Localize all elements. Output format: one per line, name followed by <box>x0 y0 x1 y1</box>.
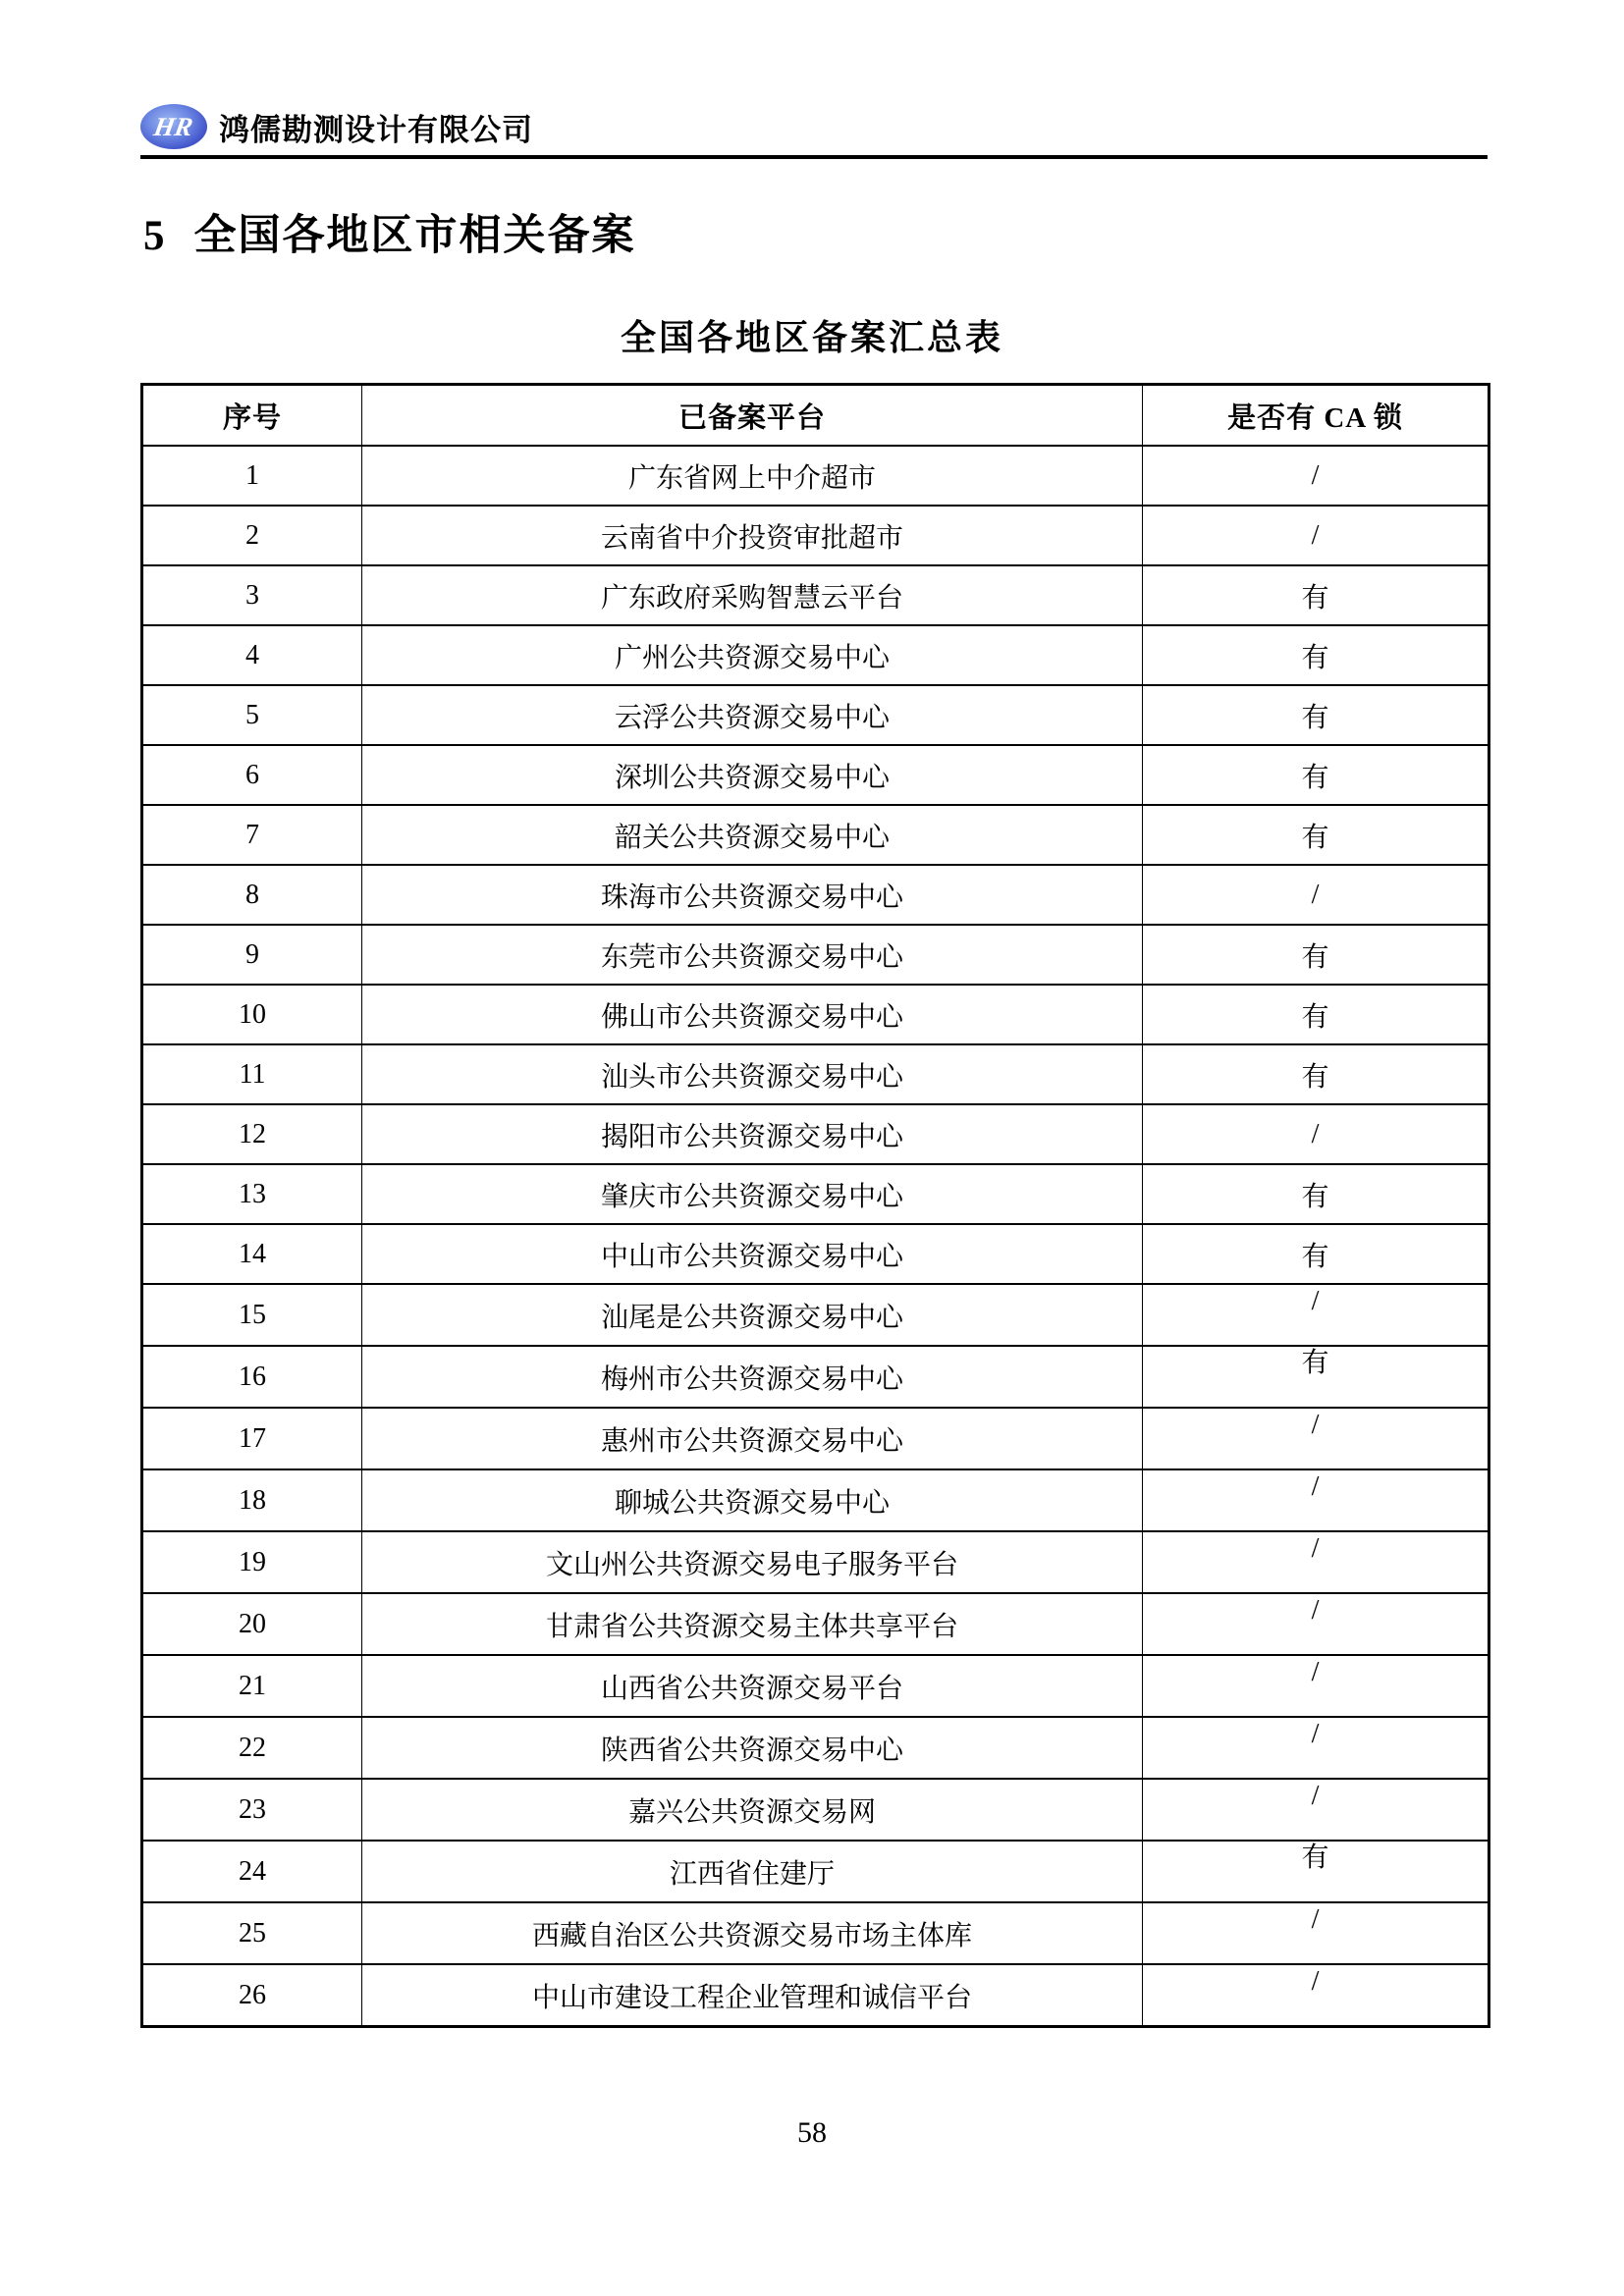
row-number-cell: 7 <box>142 805 362 865</box>
platform-name-cell: 珠海市公共资源交易中心 <box>362 865 1143 925</box>
ca-lock-cell: 有 <box>1143 1841 1489 1902</box>
ca-lock-cell: 有 <box>1143 985 1489 1044</box>
table-row <box>142 506 1489 565</box>
table-row <box>142 1408 1489 1469</box>
ca-lock-cell: / <box>1143 1717 1489 1779</box>
ca-lock-cell: 有 <box>1143 685 1489 745</box>
table-row <box>142 685 1489 745</box>
row-number-cell: 17 <box>142 1408 362 1469</box>
ca-lock-cell: 有 <box>1143 1224 1489 1284</box>
row-number-cell: 11 <box>142 1044 362 1104</box>
ca-lock-cell: / <box>1143 1779 1489 1841</box>
row-number-cell: 1 <box>142 446 362 506</box>
ca-lock-cell: 有 <box>1143 1346 1489 1408</box>
platform-name-cell: 广东省网上中介超市 <box>362 446 1143 506</box>
ca-lock-cell: 有 <box>1143 625 1489 685</box>
header-row <box>142 385 1489 447</box>
platform-name-cell: 汕头市公共资源交易中心 <box>362 1044 1143 1104</box>
table-row <box>142 745 1489 805</box>
ca-lock-cell: / <box>1143 865 1489 925</box>
platform-name-cell: 广州公共资源交易中心 <box>362 625 1143 685</box>
column-header-ca-lock: 是否有 CA 锁 <box>1143 385 1489 447</box>
row-number-cell: 12 <box>142 1104 362 1164</box>
table-row <box>142 1531 1489 1593</box>
ca-lock-cell: 有 <box>1143 745 1489 805</box>
table-row <box>142 1655 1489 1717</box>
platform-name-cell: 韶关公共资源交易中心 <box>362 805 1143 865</box>
summary-table-header <box>142 385 1489 447</box>
table-row <box>142 1104 1489 1164</box>
platform-name-cell: 云浮公共资源交易中心 <box>362 685 1143 745</box>
table-row <box>142 1717 1489 1779</box>
platform-name-cell: 江西省住建厅 <box>362 1841 1143 1902</box>
row-number-cell: 21 <box>142 1655 362 1717</box>
platform-name-cell: 陕西省公共资源交易中心 <box>362 1717 1143 1779</box>
platform-name-cell: 惠州市公共资源交易中心 <box>362 1408 1143 1469</box>
platform-name-cell: 甘肃省公共资源交易主体共享平台 <box>362 1593 1143 1655</box>
platform-name-cell: 中山市建设工程企业管理和诚信平台 <box>362 1964 1143 2027</box>
section-title: 全国各地区市相关备案 <box>193 213 636 259</box>
ca-lock-cell: / <box>1143 1964 1489 2027</box>
table-row <box>142 1164 1489 1224</box>
platform-name-cell: 聊城公共资源交易中心 <box>362 1469 1143 1531</box>
summary-table-body <box>142 446 1489 2027</box>
row-number-cell: 23 <box>142 1779 362 1841</box>
table-row <box>142 1044 1489 1104</box>
table-row <box>142 1284 1489 1346</box>
ca-lock-cell: 有 <box>1143 925 1489 985</box>
platform-name-cell: 云南省中介投资审批超市 <box>362 506 1143 565</box>
summary-table <box>140 383 1490 2028</box>
platform-name-cell: 山西省公共资源交易平台 <box>362 1655 1143 1717</box>
row-number-cell: 5 <box>142 685 362 745</box>
table-row <box>142 446 1489 506</box>
platform-name-cell: 西藏自治区公共资源交易市场主体库 <box>362 1902 1143 1964</box>
platform-name-cell: 汕尾是公共资源交易中心 <box>362 1284 1143 1346</box>
ca-lock-cell: 有 <box>1143 565 1489 625</box>
platform-name-cell: 文山州公共资源交易电子服务平台 <box>362 1531 1143 1593</box>
table-row <box>142 925 1489 985</box>
company-logo-icon <box>140 104 207 149</box>
platform-name-cell: 嘉兴公共资源交易网 <box>362 1779 1143 1841</box>
row-number-cell: 10 <box>142 985 362 1044</box>
section-number: 5 <box>143 213 167 259</box>
row-number-cell: 3 <box>142 565 362 625</box>
row-number-cell: 8 <box>142 865 362 925</box>
row-number-cell: 20 <box>142 1593 362 1655</box>
row-number-cell: 6 <box>142 745 362 805</box>
row-number-cell: 14 <box>142 1224 362 1284</box>
platform-name-cell: 广东政府采购智慧云平台 <box>362 565 1143 625</box>
row-number-cell: 4 <box>142 625 362 685</box>
table-row <box>142 985 1489 1044</box>
ca-lock-cell: 有 <box>1143 1164 1489 1224</box>
row-number-cell: 9 <box>142 925 362 985</box>
row-number-cell: 2 <box>142 506 362 565</box>
ca-lock-cell: / <box>1143 1104 1489 1164</box>
table-title: 全国各地区备案汇总表 <box>620 318 1003 357</box>
ca-lock-cell: 有 <box>1143 805 1489 865</box>
table-row <box>142 805 1489 865</box>
table-row <box>142 1593 1489 1655</box>
table-row <box>142 625 1489 685</box>
company-name: 鸿儒勘测设计有限公司 <box>219 112 533 147</box>
page-number: 58 <box>797 2116 827 2149</box>
platform-name-cell: 肇庆市公共资源交易中心 <box>362 1164 1143 1224</box>
ca-lock-cell: / <box>1143 446 1489 506</box>
logo-hr-text: HR <box>151 111 196 141</box>
ca-lock-cell: / <box>1143 1408 1489 1469</box>
table-row <box>142 1964 1489 2027</box>
section-heading <box>143 202 636 262</box>
row-number-cell: 24 <box>142 1841 362 1902</box>
platform-name-cell: 东莞市公共资源交易中心 <box>362 925 1143 985</box>
row-number-cell: 16 <box>142 1346 362 1408</box>
ca-lock-cell: / <box>1143 506 1489 565</box>
column-header-platform: 已备案平台 <box>362 385 1143 447</box>
table-row <box>142 1902 1489 1964</box>
platform-name-cell: 中山市公共资源交易中心 <box>362 1224 1143 1284</box>
row-number-cell: 19 <box>142 1531 362 1593</box>
platform-name-cell: 梅州市公共资源交易中心 <box>362 1346 1143 1408</box>
platform-name-cell: 佛山市公共资源交易中心 <box>362 985 1143 1044</box>
row-number-cell: 18 <box>142 1469 362 1531</box>
table-row <box>142 1224 1489 1284</box>
row-number-cell: 13 <box>142 1164 362 1224</box>
platform-name-cell: 深圳公共资源交易中心 <box>362 745 1143 805</box>
table-row <box>142 1779 1489 1841</box>
row-number-cell: 15 <box>142 1284 362 1346</box>
ca-lock-cell: / <box>1143 1531 1489 1593</box>
table-row <box>142 1841 1489 1902</box>
ca-lock-cell: / <box>1143 1902 1489 1964</box>
ca-lock-cell: 有 <box>1143 1044 1489 1104</box>
document-header <box>140 98 1488 159</box>
column-header-index: 序号 <box>142 385 362 447</box>
row-number-cell: 22 <box>142 1717 362 1779</box>
table-row <box>142 1346 1489 1408</box>
ca-lock-cell: / <box>1143 1469 1489 1531</box>
table-row <box>142 565 1489 625</box>
table-row <box>142 1469 1489 1531</box>
ca-lock-cell: / <box>1143 1655 1489 1717</box>
row-number-cell: 26 <box>142 1964 362 2027</box>
platform-name-cell: 揭阳市公共资源交易中心 <box>362 1104 1143 1164</box>
table-row <box>142 865 1489 925</box>
ca-lock-cell: / <box>1143 1593 1489 1655</box>
row-number-cell: 25 <box>142 1902 362 1964</box>
ca-lock-cell: / <box>1143 1284 1489 1346</box>
